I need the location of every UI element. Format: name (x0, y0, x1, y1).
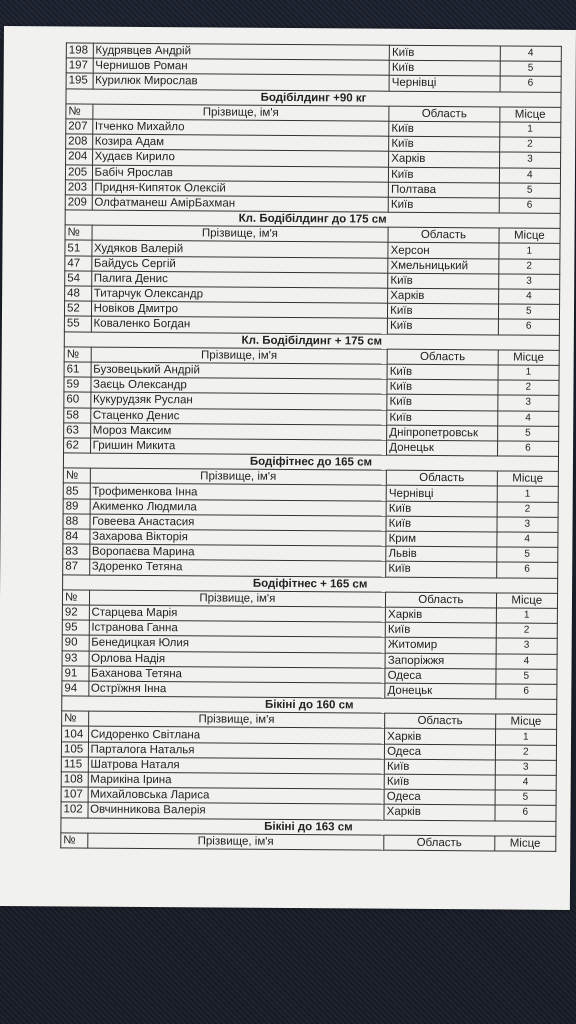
athlete-region: Чернівці (389, 76, 500, 92)
athlete-number: 89 (63, 499, 90, 514)
athlete-name: Орлова Надія (89, 651, 386, 668)
athlete-name: Байдусь Сергій (91, 256, 388, 273)
athlete-number: 59 (64, 377, 91, 392)
athlete-number: 51 (65, 240, 92, 255)
header-region: Область (387, 349, 498, 365)
header-region: Область (386, 592, 497, 608)
athlete-name: Здоренко Тетяна (89, 559, 386, 576)
header-region: Область (384, 835, 495, 851)
athlete-place: 6 (496, 562, 557, 578)
header-name: Прізвище, ім'я (88, 711, 385, 728)
results-table (60, 42, 562, 851)
athlete-place: 3 (497, 395, 558, 411)
athlete-number: 198 (66, 43, 93, 58)
athlete-name: Стаценко Денис (90, 408, 387, 425)
results-table-body (61, 43, 562, 851)
athlete-name: Бузовецький Андрій (91, 362, 388, 379)
athlete-number: 54 (65, 271, 92, 286)
athlete-name: Титарчук Олександр (91, 286, 388, 303)
header-num: № (62, 711, 89, 726)
athlete-number: 91 (62, 666, 89, 681)
athlete-region: Крим (386, 531, 497, 547)
athlete-name: Бабіч Ярослав (92, 165, 389, 182)
athlete-place: 1 (498, 365, 559, 381)
athlete-region: Київ (389, 167, 500, 183)
athlete-number: 203 (65, 180, 92, 195)
athlete-place: 2 (496, 623, 557, 639)
athlete-name: Старцева Марія (89, 605, 386, 622)
athlete-name: Овчинникова Валерія (88, 802, 385, 819)
athlete-number: 62 (64, 438, 91, 453)
athlete-name: Козира Адам (92, 134, 389, 151)
athlete-name: Акименко Людмила (90, 499, 387, 516)
athlete-name: Марикіна Ірина (88, 772, 385, 789)
athlete-region: Донецьк (387, 440, 498, 456)
athlete-region: Київ (385, 622, 496, 638)
athlete-number: 93 (62, 650, 89, 665)
athlete-name: Говеева Анастасия (90, 514, 387, 531)
athlete-place: 1 (497, 486, 558, 502)
athlete-place: 6 (500, 76, 561, 92)
athlete-name: Новіков Дмитро (91, 301, 388, 318)
athlete-name: Воропаєва Марина (89, 544, 386, 561)
athlete-number: 84 (63, 529, 90, 544)
athlete-region: Харків (388, 288, 499, 304)
athlete-region: Київ (384, 774, 495, 790)
athlete-region: Одеса (385, 744, 496, 760)
header-region: Область (388, 227, 499, 243)
header-place: Місце (496, 593, 557, 609)
athlete-number: 52 (64, 301, 91, 316)
athlete-region: Харків (389, 152, 500, 168)
document-page (0, 26, 576, 910)
athlete-name: Острїжня Інна (88, 681, 385, 698)
athlete-place: 2 (497, 502, 558, 518)
header-region: Область (389, 106, 500, 122)
athlete-place: 4 (497, 410, 558, 426)
athlete-region: Харків (384, 805, 495, 821)
section-title: Кл. Бодібілдинг до 175 см (65, 210, 560, 229)
athlete-place: 2 (495, 745, 556, 761)
header-num: № (61, 833, 88, 848)
athlete-place: 1 (499, 122, 560, 138)
column-header-row (61, 833, 556, 852)
athlete-number: 209 (65, 195, 92, 210)
athlete-region: Житомир (385, 637, 496, 653)
athlete-region: Харків (386, 607, 497, 623)
athlete-place: 6 (495, 805, 556, 821)
athlete-number: 88 (63, 514, 90, 529)
athlete-name: Шатрова Наталя (88, 757, 385, 774)
athlete-region: Київ (388, 197, 499, 213)
athlete-name: Кукурудзяк Руслан (90, 392, 387, 409)
athlete-name: Сидоренко Світлана (88, 727, 385, 744)
athlete-number: 48 (65, 286, 92, 301)
athlete-region: Одеса (384, 789, 495, 805)
athlete-place: 5 (496, 669, 557, 685)
athlete-place: 4 (496, 532, 557, 548)
athlete-number: 87 (63, 559, 90, 574)
athlete-place: 2 (498, 259, 559, 275)
section-title: Бодібілдинг +90 кг (66, 88, 561, 107)
athlete-number: 61 (64, 362, 91, 377)
athlete-number: 195 (66, 73, 93, 88)
athlete-number: 207 (66, 119, 93, 134)
section-title: Бікіні до 160 см (62, 696, 557, 715)
athlete-number: 204 (66, 149, 93, 164)
athlete-place: 6 (495, 684, 556, 700)
header-name: Прізвище, ім'я (92, 225, 389, 242)
athlete-name: Придня-Кипяток Олексій (92, 180, 389, 197)
athlete-number: 105 (61, 742, 88, 757)
header-place: Місце (494, 836, 555, 852)
header-place: Місце (495, 714, 556, 730)
athlete-place: 3 (497, 517, 558, 533)
athlete-region: Хмельницький (388, 258, 499, 274)
header-name: Прізвище, ім'я (87, 833, 384, 850)
header-name: Прізвище, ім'я (90, 468, 387, 485)
athlete-number: 47 (65, 256, 92, 271)
athlete-place: 2 (498, 380, 559, 396)
athlete-number: 104 (62, 726, 89, 741)
carpet-background-bottom (0, 905, 576, 1024)
athlete-name: Худяков Валерій (91, 241, 388, 258)
athlete-name: Ітченко Михайло (92, 119, 389, 136)
athlete-region: Київ (387, 394, 498, 410)
athlete-region: Запоріжжя (385, 653, 496, 669)
athlete-number: 92 (62, 605, 89, 620)
athlete-number: 58 (64, 407, 91, 422)
section-title: Бодіфітнес + 165 см (63, 574, 558, 593)
athlete-place: 3 (498, 274, 559, 290)
athlete-region: Донецьк (385, 683, 496, 699)
athlete-region: Київ (387, 410, 498, 426)
athlete-number: 55 (64, 316, 91, 331)
athlete-place: 1 (498, 243, 559, 259)
athlete-number: 95 (62, 620, 89, 635)
header-name: Прізвище, ім'я (92, 104, 389, 121)
athlete-region: Київ (389, 60, 500, 76)
athlete-name: Курилюк Мирослав (93, 73, 390, 90)
athlete-name: Бенедицкая Юлия (89, 635, 386, 652)
athlete-region: Київ (387, 379, 498, 395)
athlete-place: 5 (495, 790, 556, 806)
athlete-region: Київ (388, 273, 499, 289)
athlete-region: Київ (386, 562, 497, 578)
header-name: Прізвище, ім'я (89, 590, 386, 607)
athlete-place: 2 (499, 137, 560, 153)
header-place: Місце (498, 350, 559, 366)
section-title: Кл. Бодібілдинг + 175 см (64, 331, 559, 350)
athlete-name: Чернишов Роман (93, 58, 390, 75)
athlete-region: Полтава (388, 182, 499, 198)
athlete-name: Баханова Тетяна (89, 666, 386, 683)
athlete-place: 4 (495, 775, 556, 791)
athlete-region: Київ (388, 319, 499, 335)
athlete-number: 94 (62, 681, 89, 696)
athlete-place: 1 (495, 729, 556, 745)
athlete-name: Михайловська Лариса (88, 787, 385, 804)
section-title: Бодіфітнес до 165 см (63, 453, 558, 472)
athlete-place: 1 (496, 608, 557, 624)
athlete-region: Київ (384, 759, 495, 775)
athlete-place: 5 (498, 304, 559, 320)
athlete-number: 102 (61, 802, 88, 817)
athlete-number: 205 (65, 164, 92, 179)
header-place: Місце (497, 471, 558, 487)
athlete-place: 3 (495, 760, 556, 776)
header-num: № (65, 225, 92, 240)
athlete-name: Захарова Вікторія (89, 529, 386, 546)
athlete-place: 4 (496, 653, 557, 669)
athlete-place: 3 (499, 152, 560, 168)
athlete-place: 5 (500, 61, 561, 77)
athlete-region: Дніпропетровськ (387, 425, 498, 441)
section-title: Бікіні до 163 см (61, 817, 556, 836)
athlete-region: Київ (389, 136, 500, 152)
athlete-name: Олфатманеш АмірБахман (92, 195, 389, 212)
athlete-region: Київ (389, 45, 500, 61)
athlete-name: Мороз Максим (90, 423, 387, 440)
athlete-number: 90 (62, 635, 89, 650)
athlete-region: Харків (385, 729, 496, 745)
athlete-place: 5 (496, 547, 557, 563)
athlete-place: 3 (496, 638, 557, 654)
athlete-number: 63 (64, 423, 91, 438)
athlete-number: 107 (61, 787, 88, 802)
athlete-region: Херсон (388, 243, 499, 259)
athlete-region: Київ (388, 303, 499, 319)
header-name: Прізвище, ім'я (91, 347, 388, 364)
athlete-name: Заєць Олександр (91, 377, 388, 394)
athlete-region: Львів (386, 546, 497, 562)
athlete-name: Худаєв Кирило (92, 149, 389, 166)
athlete-region: Чернівці (386, 486, 497, 502)
athlete-number: 83 (63, 544, 90, 559)
header-num: № (63, 468, 90, 483)
athlete-name: Коваленко Богдан (91, 316, 388, 333)
athlete-place: 5 (499, 183, 560, 199)
athlete-region: Київ (386, 516, 497, 532)
header-num: № (66, 104, 93, 119)
athlete-number: 197 (66, 58, 93, 73)
header-region: Область (385, 713, 496, 729)
athlete-number: 108 (61, 772, 88, 787)
header-num: № (64, 347, 91, 362)
athlete-region: Одеса (385, 668, 496, 684)
athlete-name: Парталога Наталья (88, 742, 385, 759)
athlete-number: 60 (64, 392, 91, 407)
athlete-number: 85 (63, 483, 90, 498)
athlete-place: 6 (498, 319, 559, 335)
header-place: Місце (499, 228, 560, 244)
athlete-number: 208 (66, 134, 93, 149)
athlete-place: 6 (497, 441, 558, 457)
header-region: Область (386, 470, 497, 486)
athlete-place: 6 (499, 198, 560, 214)
athlete-region: Київ (386, 501, 497, 517)
athlete-name: Істранова Ганна (89, 620, 386, 637)
athlete-region: Київ (387, 364, 498, 380)
athlete-place: 4 (499, 167, 560, 183)
athlete-name: Палига Денис (91, 271, 388, 288)
athlete-region: Київ (389, 121, 500, 137)
athlete-place: 4 (498, 289, 559, 305)
athlete-number: 115 (61, 757, 88, 772)
athlete-name: Трофименкова Інна (90, 484, 387, 501)
header-place: Місце (499, 107, 560, 123)
athlete-name: Кудрявцев Андрій (93, 43, 390, 60)
athlete-name: Гришин Микита (90, 438, 387, 455)
header-num: № (62, 590, 89, 605)
athlete-place: 4 (500, 46, 561, 62)
athlete-place: 5 (497, 426, 558, 442)
